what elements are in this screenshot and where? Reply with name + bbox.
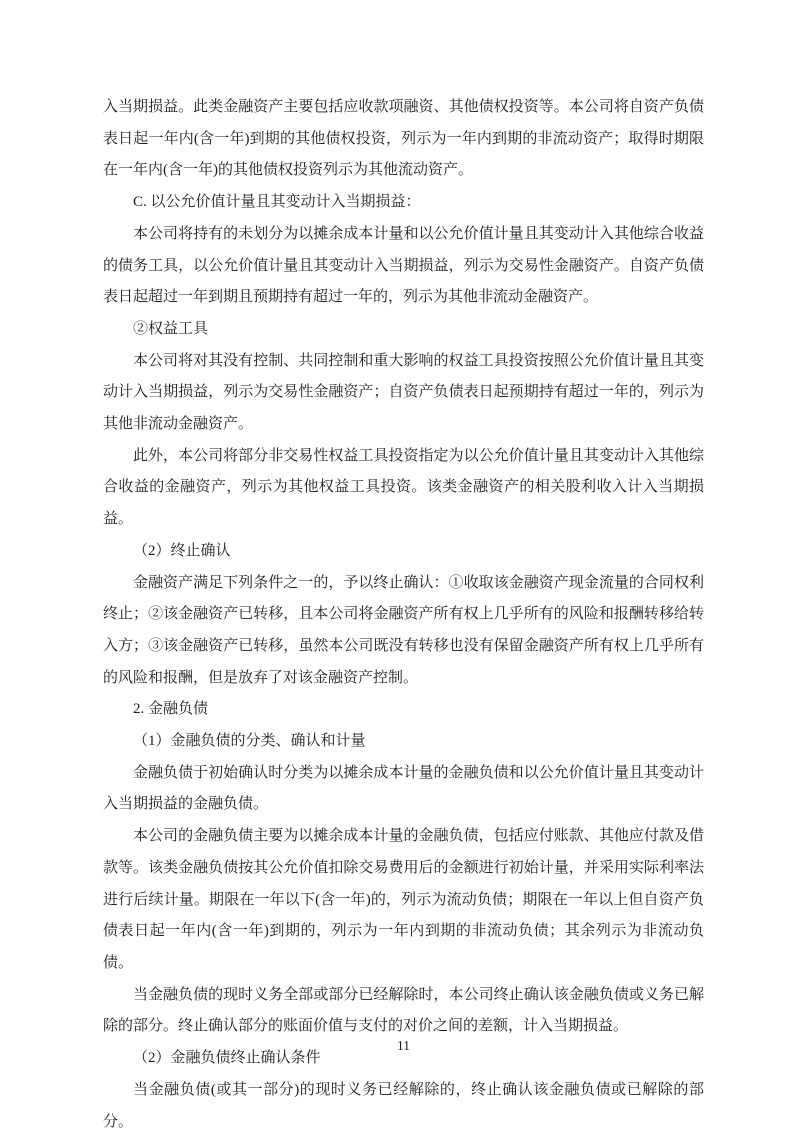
paragraph: 金融资产满足下列条件之一的，予以终止确认：①收取该金融资产现金流量的合同权利终止；②该金融资产已转移，且本公司将金融资产所有权上几乎所有的风险和报酬转移给转入方；③该金融资产已转移，虽然本公司既没有转移也没有保留金融资产所有权上几乎所有的风险和报酬，但是放弃了对该金融资产控制。 bbox=[103, 574, 704, 686]
paragraph: C. 以公允价值计量且其变动计入当期损益： bbox=[133, 194, 421, 211]
paragraph: （1）金融负债的分类、确认和计量 bbox=[133, 733, 366, 750]
paragraph: 入当期损益。此类金融资产主要包括应收款项融资、其他债权投资等。本公司将自资产负债表日起一年内(含一年)到期的其他债权投资，列示为一年内到期的非流动资产；取得时期限在一年内(含一年)的其他债权投资列示为其他流动资产。 bbox=[103, 99, 704, 179]
document-body bbox=[103, 92, 704, 1138]
paragraph: 本公司将持有的未划分为以摊余成本计量和以公允价值计量且其变动计入其他综合收益的债务工具，以公允价值计量且其变动计入当期损益，列示为交易性金融资产。自资产负债表日起超过一年到期且预期持有超过一年的，列示为其他非流动金融资产。 bbox=[103, 225, 704, 306]
paragraph: 本公司将对其没有控制、共同控制和重大影响的权益工具投资按照公允价值计量且其变动计入当期损益，列示为交易性金融资产；自资产负债表日起预期持有超过一年的，列示为其他非流动金融资产。 bbox=[103, 352, 704, 433]
paragraph: 此外，本公司将部分非交易性权益工具投资指定为以公允价值计量且其变动计入其他综合收益的金融资产，列示为其他权益工具投资。该类金融资产的相关股利收入计入当期损益。 bbox=[103, 447, 704, 528]
paragraph: （2）金融负债终止确认条件 bbox=[133, 1050, 321, 1067]
paragraph: 当金融负债的现时义务全部或部分已经解除时，本公司终止确认该金融负债或义务已解除的部分。终止确认部分的账面价值与支付的对价之间的差额，计入当期损益。 bbox=[103, 986, 704, 1035]
paragraph: 当金融负债(或其一部分)的现时义务已经解除的，终止确认该金融负债或已解除的部分。 bbox=[103, 1081, 704, 1130]
paragraph: 金融负债于初始确认时分类为以摊余成本计量的金融负债和以公允价值计量且其变动计入当期损益的金融负债。 bbox=[103, 764, 704, 813]
page-number: 11 bbox=[397, 1038, 410, 1053]
paragraph: ②权益工具 bbox=[133, 320, 209, 337]
paragraph: 2. 金融负债 bbox=[133, 701, 209, 718]
paragraph: （2）终止确认 bbox=[133, 542, 231, 559]
paragraph: 本公司的金融负债主要为以摊余成本计量的金融负债，包括应付账款、其他应付款及借款等。该类金融负债按其公允价值扣除交易费用后的金额进行初始计量，并采用实际利率法进行后续计量。期限在一年以下(含一年)的，列示为流动负债；期限在一年以上但自资产负债表日起一年内(含一年)到期的，列示为一年内到期的非流动负债；其余列示为非流动负债。 bbox=[103, 828, 704, 971]
